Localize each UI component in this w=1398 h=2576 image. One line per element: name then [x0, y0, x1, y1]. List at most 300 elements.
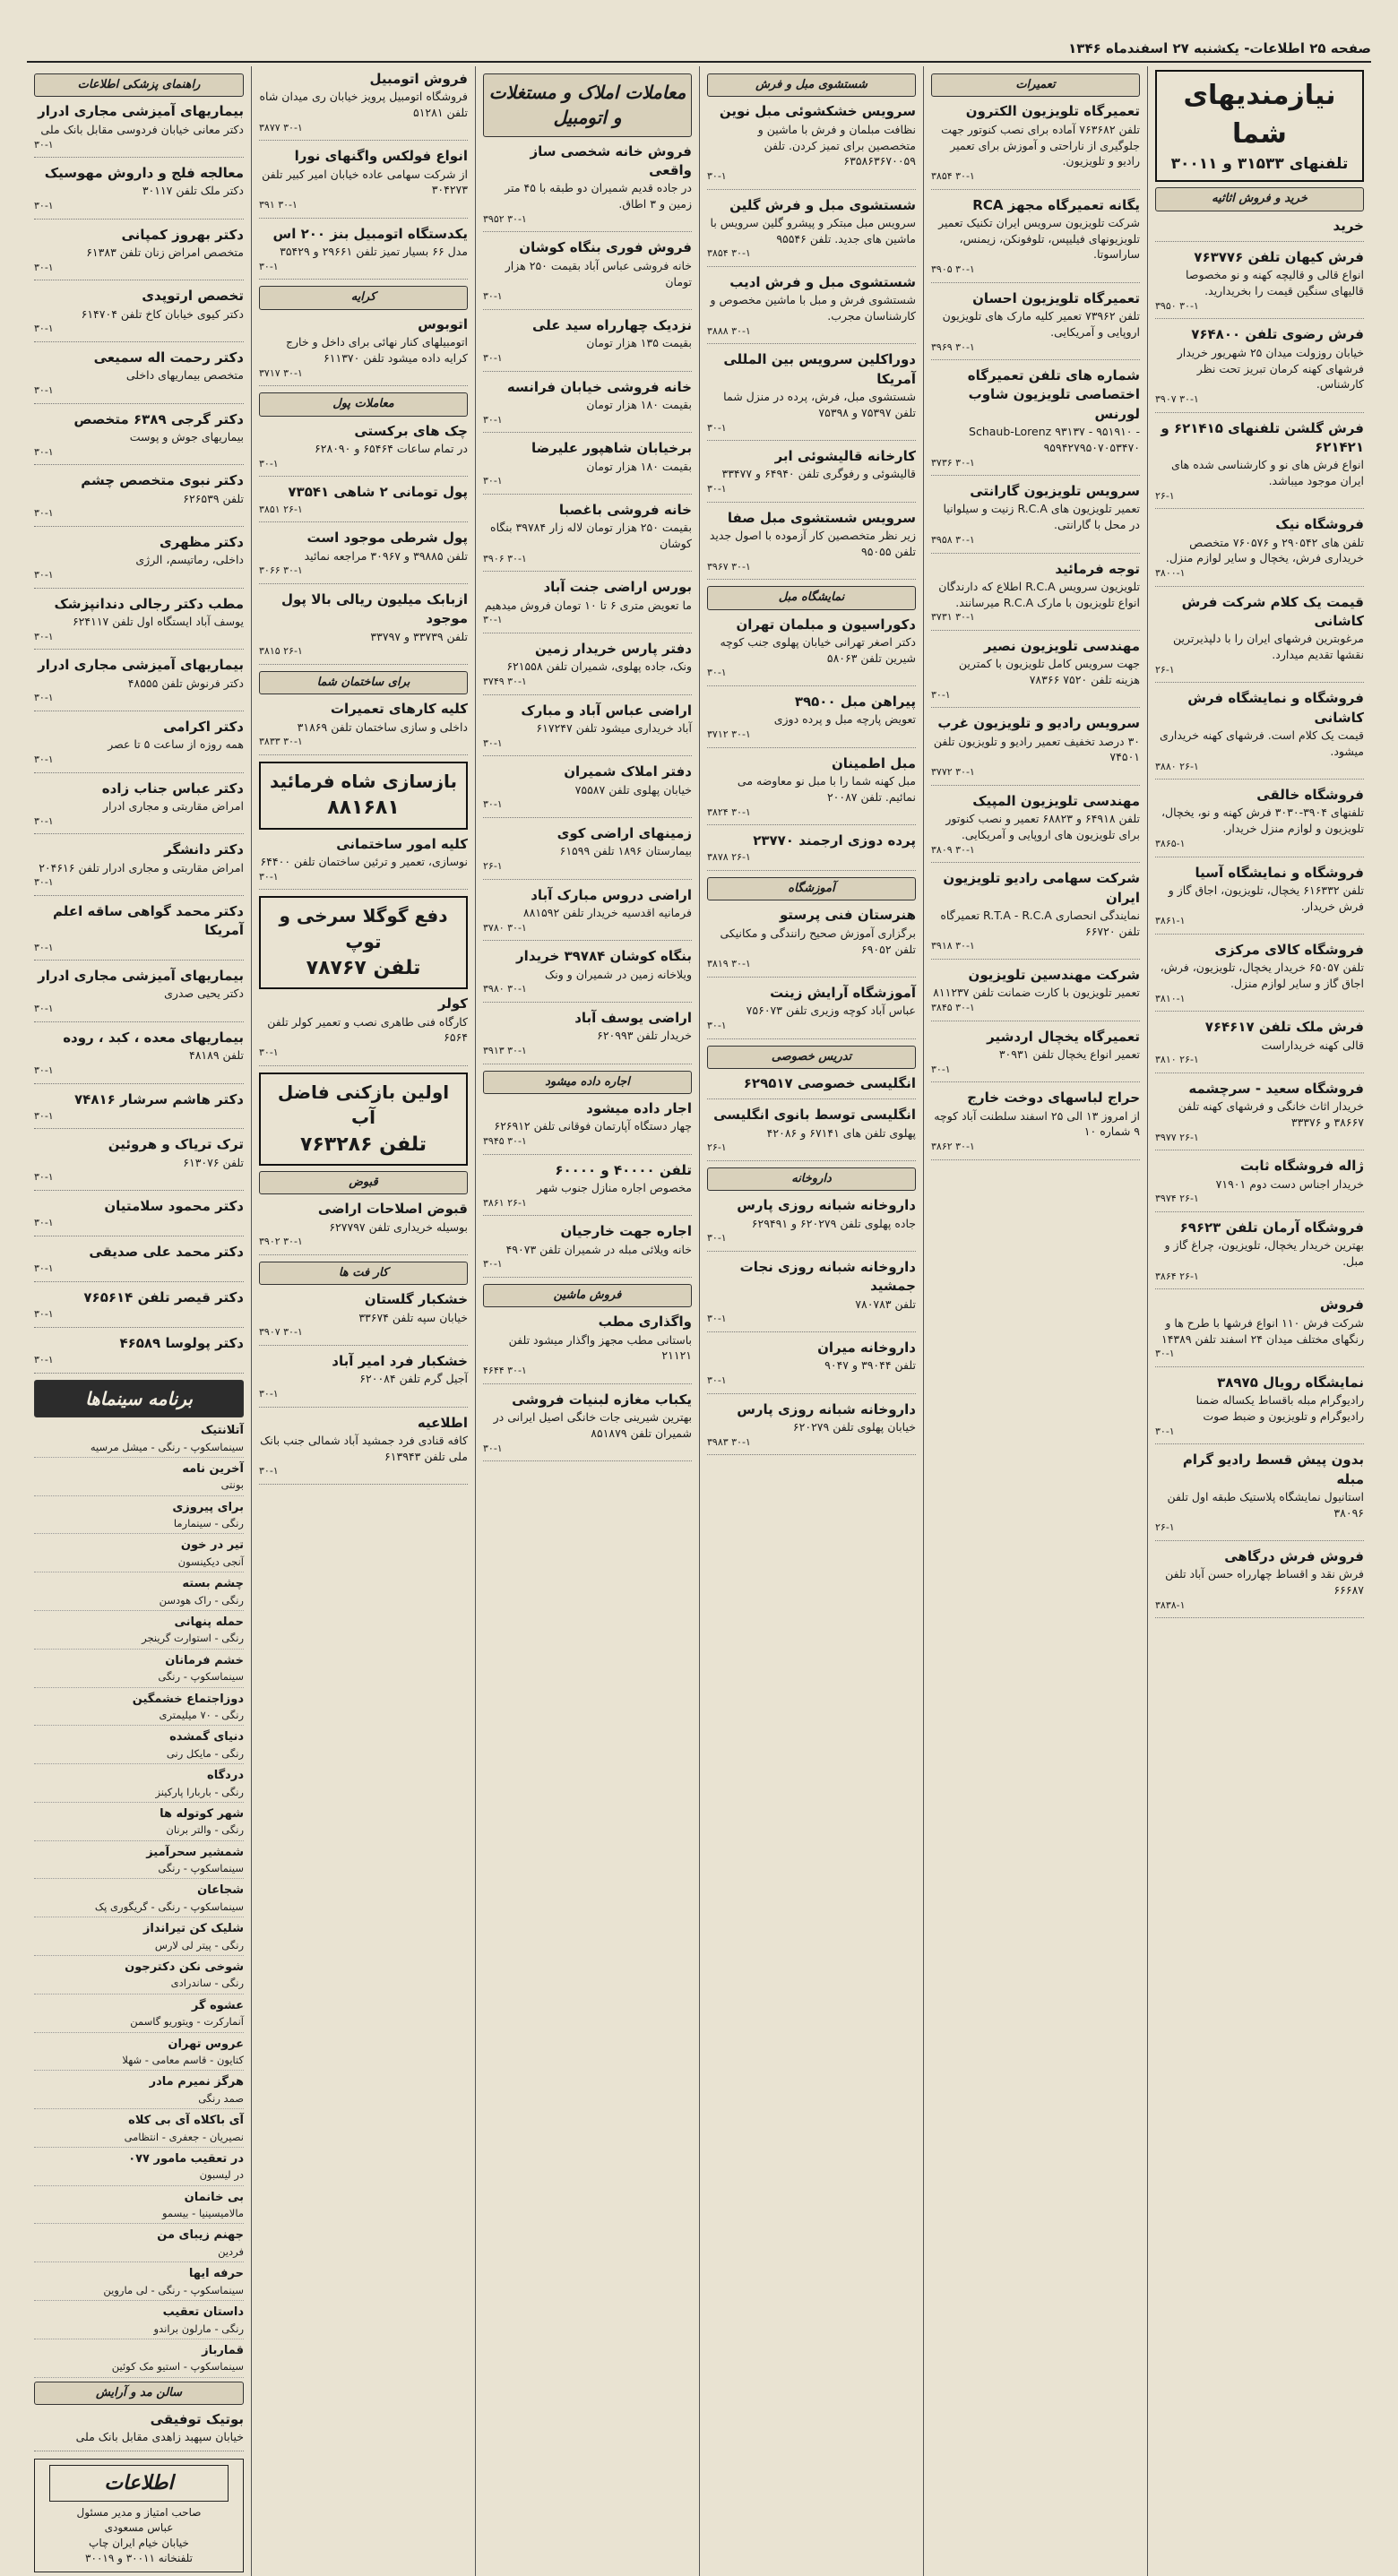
ad-body: عباس آباد کوچه وزیری تلفن ۷۵۶۰۷۳: [746, 1004, 916, 1018]
ad-code: ۳۰-۱ ۳۸۱۹: [707, 958, 751, 970]
classified-ad: [34, 1090, 244, 1130]
ad-body: شستشوی مبل، فرش، پرده در منزل شما تلفن ۷۵۳۹۷ و ۷۵۳۹۸: [723, 390, 916, 419]
cinema-title: شهر کوتوله ها: [160, 1806, 244, 1821]
ad-code: ۳۰-۱ ۳۹۶۹: [931, 340, 975, 353]
ad-heading: بیماریهای آمیزشی مجاری ادرار: [38, 657, 244, 674]
ad-code: ۳۰-۱ ۳۹۱: [259, 199, 298, 211]
ad-heading: دکتر دانشگر: [164, 841, 244, 858]
section-banner: معاملات پول: [259, 392, 468, 416]
ad-heading: شماره های تلفن تعمیرگاه اختصاصی تلویزیون شاوب لورنس: [967, 367, 1140, 422]
ad-heading: اراضی دروس مبارک آباد: [531, 886, 692, 903]
ad-code: ۲۶-۱ ۳۹۷۴: [1155, 1193, 1199, 1205]
ad-body: خیابان سپه تلفن ۳۳۶۷۴: [358, 1310, 468, 1324]
ad-code: ۳۰-۱: [34, 692, 54, 704]
ad-heading: دکتر پولوسا ۴۶۵۸۹: [119, 1334, 244, 1351]
cinema-listing: [34, 1423, 244, 1458]
classified-ad: [34, 2410, 244, 2451]
cinema-title: در تعقیب مامور ۰۷۷: [128, 2151, 244, 2166]
classified-ad: [259, 483, 468, 522]
cinema-banner: برنامه سینماها: [34, 1380, 244, 1417]
cinema-listing: [34, 2037, 244, 2072]
ad-heading: انگلیسی توسط بانوی انگلیسی: [713, 1107, 916, 1124]
ad-heading: معالجه فلج و داروش مهوسیک: [44, 165, 244, 182]
classified-ad: [259, 315, 468, 386]
ad-heading: فروش فوری بنگاه کوشان: [519, 239, 692, 256]
cinema-listing: [34, 1845, 244, 1880]
masthead-phones: تلفنهای ۳۱۵۳۳ و ۳۰۰۱۱: [1170, 155, 1349, 174]
ad-code: ۳۰-۱: [707, 1374, 727, 1387]
classified-ad: [34, 840, 244, 896]
classified-ad: [1155, 217, 1364, 242]
promo-heading: دفع گوگلا سرخی و توپ: [279, 905, 448, 952]
ad-heading: بیماریهای آمیزشی مجاری ادرار: [38, 968, 244, 985]
cinema-details: بونتی: [220, 1478, 244, 1492]
ad-code: ۳۰-۱ ۳۸۵۴: [931, 170, 975, 182]
ad-body: تلفن ۳۹۸۸۵ و ۳۰۹۶۷ مراجعه نمائید: [304, 548, 468, 563]
ad-heading: فروشگاه و نمایشگاه آسیا: [1195, 864, 1364, 881]
ad-body: تلفن ۶۱۳۰۷۶: [183, 1155, 244, 1169]
ad-heading: خانه فروشی باغصبا: [558, 501, 692, 518]
classified-ad: [931, 560, 1140, 631]
ad-code: ۳۰-۱: [1155, 1425, 1175, 1437]
ad-heading: دفتر املاک شمیران: [564, 763, 692, 780]
cinema-details: رنگی - سینمارما: [173, 1517, 244, 1530]
cinema-title: آتلانتیک: [200, 1424, 244, 1438]
ad-body: شرکت تلویزیون سرویس ایران تکنیک تعمیر تلویزیونهای فیلیپس، تلوفونکن، زیمنس، ساراسوتا.: [938, 215, 1140, 262]
ad-code: ۳۰-۱ ۳۸۰۹: [931, 843, 975, 856]
ad-heading: نزدیک چهارراه سید علی: [531, 316, 692, 333]
ad-code: ۳۰-۱ ۳۸۵۴: [707, 247, 751, 260]
classified-ad: [931, 966, 1140, 1021]
column-classifieds-title: [1147, 66, 1371, 2576]
ad-heading: خرید: [1333, 217, 1364, 234]
cinema-details: رنگی - باربارا پارکینز: [155, 1785, 244, 1798]
ad-code: ۳۰-۱: [34, 200, 54, 212]
cinema-details: فردین: [218, 2244, 244, 2258]
ad-heading: داروخانه شبانه روزی پارس: [737, 1197, 916, 1214]
classified-ad: [1155, 864, 1364, 935]
cinema-title: جهنم زیبای من: [157, 2228, 244, 2243]
ad-heading: دکوراسیون و مبلمان تهران: [736, 616, 916, 633]
classified-ad: [931, 366, 1140, 476]
ad-body: یوسف آباد ایستگاه اول تلفن ۶۲۴۱۱۷: [72, 615, 244, 628]
ad-code: ۳۰-۱ ۳۸۷۷: [259, 121, 303, 134]
ad-code: ۳۰-۱: [34, 445, 54, 458]
ad-body: فرش نقد و اقساط چهارراه حسن آباد تلفن ۶۶۶۸۷: [1165, 1567, 1364, 1598]
ad-heading: دکتر محمد گواهی ساقه اعلم آمریکا: [52, 902, 244, 939]
cinema-listing: [34, 1921, 244, 1956]
classified-ad: [483, 762, 692, 818]
ad-heading: اطلاعیه: [417, 1414, 468, 1431]
cinema-listing: [34, 1653, 244, 1688]
cinema-details: در لیسبون: [199, 2168, 244, 2182]
ad-code: ۳۰-۱ ۳۹۱۳: [483, 1044, 527, 1056]
column-repairs: [923, 66, 1147, 2576]
cinema-title: حرفه ایها: [188, 2267, 244, 2281]
cinema-title: حمله پنهانی: [174, 1615, 244, 1629]
ad-code: ۳۰-۱ ۳۹۰۶: [483, 552, 527, 564]
classified-ad: [259, 1200, 468, 1255]
ad-code: ۳۸۶۱-۱: [1155, 915, 1186, 927]
ad-heading: دکتر هاشم سرشار ۷۴۸۱۶: [74, 1090, 244, 1107]
cinema-details: نصیریان - جعفری - انتظامی: [124, 2130, 244, 2143]
ad-heading: بوتیک توفیقی: [150, 2411, 244, 2428]
cinema-title: آی باکلاه آی بی کلاه: [128, 2114, 244, 2128]
ad-heading: سرویس تلویزیون گارانتی: [970, 483, 1140, 500]
cinema-details: کتایون - قاسم معامی - شهلا: [122, 2054, 244, 2067]
cinema-title: داستان تعقیب: [162, 2305, 244, 2320]
ad-heading: شستشوی مبل و فرش گلین: [729, 196, 916, 213]
ad-body: امراض مقاربتی و مجاری ادرار تلفن ۲۰۴۶۱۶: [39, 860, 244, 874]
ad-body: استانیول نمایشگاه پلاستیک طبقه اول تلفن ۳۸۰۹۶: [1167, 1489, 1364, 1520]
ad-heading: پول تومانی ۲ شاهی ۷۳۵۴۱: [288, 484, 468, 501]
classified-ad: [1155, 1451, 1364, 1541]
ad-code: ۳۰-۱: [34, 1354, 54, 1366]
ad-heading: آموزشگاه آرایش زینت: [770, 984, 916, 1001]
ad-body: داخلی و سازی ساختمان تلفن ۳۱۸۶۹: [297, 719, 468, 734]
classified-ad: [259, 1414, 468, 1485]
ad-code: ۳۰-۱ ۳۷۳۶: [931, 456, 975, 469]
ad-code: ۳۰-۱: [931, 688, 951, 701]
column-furniture: [699, 66, 923, 2576]
cinema-listing: [34, 1615, 244, 1650]
ad-code: ۳۸۱۰-۱: [1155, 992, 1186, 1004]
ad-body: بقیمت ۱۳۵ هزار تومان: [586, 336, 692, 350]
ad-body: دکتر ملک تلفن ۳۰۱۱۷: [142, 184, 244, 198]
classified-ad: [483, 824, 692, 880]
classified-ad: [34, 410, 244, 466]
ad-code: ۳۰-۱: [34, 1064, 54, 1076]
classified-ad: [34, 102, 244, 158]
ad-body: امراض مقاربتی و مجاری ادرار: [102, 798, 244, 813]
ad-body: خیابان روزولت میدان ۲۵ شهریور خریدار فرشهای کهنه کرمان تبریز تحت نظر کارشناس.: [1177, 345, 1364, 392]
ad-code: ۳۰-۱: [259, 1465, 279, 1478]
cinema-details: سینماسکوپ - استیو مک کوئین: [111, 2360, 244, 2374]
ad-heading: قبوض اصلاحات اراضی: [317, 1201, 468, 1218]
ad-body: نوسازی، تعمیر و ترئین ساختمان تلفن ۶۴۴۰۰: [260, 854, 468, 868]
classified-ad: [483, 1222, 692, 1278]
ad-code: ۳۸۳۸-۱: [1155, 1598, 1186, 1611]
cinema-title: عروس تهران: [168, 2037, 244, 2051]
ad-code: ۳۰-۱: [707, 483, 727, 495]
ad-heading: بیماریهای آمیزشی مجاری ادرار: [38, 103, 244, 120]
ad-heading: فرش گلشن تلفنهای ۶۲۱۴۱۵ و ۶۲۱۴۲۱: [1161, 419, 1364, 455]
ad-code: ۳۰-۱: [707, 421, 727, 434]
classified-ad: [1155, 1219, 1364, 1289]
ad-heading: انگلیسی خصوصی ۶۲۹۵۱۷: [743, 1074, 916, 1091]
ad-heading: فروشگاه آرمان تلفن ۶۹۶۲۳: [1179, 1219, 1364, 1236]
ad-code: ۲۶-۱ ۳۹۷۷: [1155, 1131, 1199, 1143]
ad-body: مدل ۶۶ بسیار تمیز تلفن ۲۹۶۶۱ و ۳۵۴۲۹: [280, 245, 468, 259]
ad-body: دکتر معانی خیابان فردوسی مقابل بانک ملی: [40, 122, 244, 136]
ad-code: ۳۰-۱: [34, 138, 54, 151]
ad-heading: تخصص ارتوپدی: [142, 288, 244, 305]
ad-heading: داروخانه شبانه روزی نجات جمشید: [739, 1259, 916, 1295]
classified-ad: [34, 287, 244, 342]
cinema-listing: [34, 2151, 244, 2186]
ad-body: مخصوص اجاره منازل جنوب شهر: [537, 1180, 692, 1194]
ad-body: تعویض پارچه مبل و پرده دوزی: [773, 712, 916, 727]
promo-phone: ۸۸۱۶۸۱: [327, 797, 400, 820]
cinema-listing: [34, 1882, 244, 1917]
cinema-title: شلیک کن تیرانداز: [142, 1922, 244, 1936]
ad-heading: خانه فروشی خیابان فرانسه: [506, 378, 692, 395]
cinema-listing: [34, 1806, 244, 1841]
cinema-listing: [34, 2343, 244, 2378]
ad-code: ۳۰-۱: [259, 457, 279, 470]
ad-heading: سرویس رادیو و تلویزیون غرب: [937, 715, 1140, 732]
classified-ad: [1155, 419, 1364, 510]
ad-body: متخصص امراض زنان تلفن ۶۱۳۸۳: [86, 246, 244, 260]
ad-heading: دکتر قیصر تلفن ۷۶۵۶۱۴: [83, 1288, 244, 1305]
ad-heading: تلفن ۴۰۰۰۰ و ۶۰۰۰۰: [555, 1161, 692, 1178]
ad-code: ۳۰-۱ ۳۷۷۲: [931, 766, 975, 779]
ad-code: ۳۰-۱: [483, 798, 503, 811]
cinema-listing: [34, 1768, 244, 1803]
ad-body: خیابان سپهبد زاهدی مقابل بانک ملی: [75, 2430, 244, 2444]
ad-heading: کلیه کارهای تعمیرات: [330, 701, 468, 718]
ad-code: ۳۰-۱ ۳۹۵۰: [1155, 299, 1199, 312]
ad-code: ۳۰-۱ ۳۹۰۷: [259, 1326, 303, 1339]
ad-code: ۳۰-۱: [483, 413, 503, 426]
classified-ad: [483, 378, 692, 434]
header-date: صفحه ۲۵ اطلاعات- یکشنبه ۲۷ اسفندماه ۱۳۴۶: [1068, 40, 1371, 56]
cinema-details: سینماسکوپ - رنگی - گریگوری پک: [94, 1900, 244, 1913]
ad-heading: سرویس خشکشوئی مبل نوین: [719, 103, 916, 120]
classified-ad: [707, 1400, 916, 1456]
ad-heading: دوراکلین سرویس بین المللی آمریکا: [723, 351, 916, 387]
imprint-line: صاحب امتیاز و مدیر مسئول: [76, 2506, 202, 2520]
ad-body: رادیوگرام مبله باقساط یکساله ضمنا رادیوگرام و تلویزیون و ضبط صوت: [1195, 1393, 1364, 1423]
classified-ad: [707, 831, 916, 871]
ad-heading: زمینهای اراضی کوی: [557, 824, 692, 841]
ad-body: تلفن ۷۳۹۶۲ تعمیر کلیه مارک های تلویزیون اروپایی و آمریکایی.: [942, 309, 1140, 339]
ad-code: ۳۸۶۵-۱: [1155, 837, 1186, 849]
ad-body: بهترین شیرینی جات خانگی اصیل ایرانی در شمیران تلفن ۸۵۱۸۷۹: [493, 1410, 692, 1440]
ad-code: ۲۶-۱ ۳۸۶۴: [1155, 1270, 1199, 1282]
ad-body: جهت سرویس کامل تلویزیون با کمترین هزینه تلفن ۷۵۲۰ ۷۸۳۶۶: [958, 657, 1140, 687]
ad-body: ویلاخانه زمین در شمیران و ونک: [545, 967, 692, 981]
ad-body: تلفن ۶۵۰۵۷ خریدار یخچال، تلویزیون، فرش، اجاق گاز و سایر لوازم منزل.: [1160, 961, 1364, 990]
ad-code: ۳۰-۱: [931, 1063, 951, 1075]
ad-body: خیابان پهلوی تلفن ۷۵۵۸۷: [574, 782, 692, 797]
ad-heading: دکتر رحمت اله سمیعی: [93, 349, 244, 366]
ad-heading: پیراهن مبل ۳۹۵۰۰: [794, 694, 916, 711]
ad-heading: دکتر نبوی متخصص چشم: [81, 472, 244, 489]
ad-body: قالیشوئی و رفوگری تلفن ۶۴۹۴۰ و ۳۳۴۷۷: [721, 467, 916, 481]
ad-heading: یکدستگاه اتومبیل بنز ۲۰۰ اس: [272, 225, 468, 242]
ad-heading: فروشگاه سعید - سرچشمه: [1188, 1081, 1364, 1098]
ad-heading: دکتر گرجی ۶۳۸۹ متخصص: [73, 410, 244, 427]
classified-ad: [483, 702, 692, 757]
ad-code: ۲۶-۱ ۳۸۶۱: [483, 1196, 527, 1209]
ad-heading: دکتر اکرامی: [163, 719, 244, 736]
ad-body: بیماریهای جوش و پوست: [129, 430, 244, 444]
ad-heading: سرویس شستشوی مبل صفا: [727, 509, 916, 526]
ad-code: ۳۰-۱: [34, 630, 54, 642]
ad-code: ۳۰-۱: [707, 1313, 727, 1325]
ad-body: آباد خریداری میشود تلفن ۶۱۷۲۴۷: [536, 720, 692, 735]
cinema-title: دنیای گمشده: [169, 1730, 244, 1745]
classified-ad: [34, 718, 244, 773]
cinema-details: رنگی - ۷۰ میلیمتری: [159, 1709, 244, 1721]
ad-heading: دفتر پارس خریدار زمین: [535, 640, 692, 657]
ad-body: چهار دستگاه آپارتمان فوقانی تلفن ۶۲۶۹۱۲: [494, 1119, 692, 1133]
classified-ad: [931, 792, 1140, 863]
ad-code: ۳۰-۱: [34, 1308, 54, 1321]
ad-code: ۳۰-۱: [34, 507, 54, 520]
ad-body: شرکت فرش ۱۱۰ انواع فرشها با طرح ها و رنگهای مختلف میدان ۲۴ اسفند تلفن ۱۴۳۸۹: [1161, 1315, 1364, 1346]
ad-heading: اجار داده میشود: [586, 1099, 692, 1116]
cinema-details: سینماسکوپ - رنگی: [158, 1862, 244, 1875]
ad-heading: کولر: [437, 995, 468, 1012]
ad-code: ۳۰-۱: [707, 1232, 727, 1245]
ad-code: ۳۰-۱: [259, 1388, 279, 1400]
classified-ad: [259, 995, 468, 1065]
classified-ad: [707, 984, 916, 1039]
ad-code: ۳۰-۱ ۳۹۵۲: [483, 212, 527, 225]
classified-ad: [1155, 248, 1364, 319]
classifieds-masthead: [1155, 70, 1364, 182]
cinema-details: آنمارکرت - ویتوریو گاسمن: [130, 2015, 244, 2029]
ad-body: Schaub-Lorenz ۹۳۱۳۷ - ۹۵۱۹۱۰ - ۹۵۹۴۲۷۹۵۰۷۰۵۳۴۷۰: [969, 425, 1140, 454]
ad-code: ۳۰-۱ ۳۷۳۱: [931, 611, 975, 624]
promo-box: [259, 762, 468, 830]
classified-ad: [707, 1074, 916, 1099]
cinema-title: خشم فرمانان: [165, 1653, 244, 1667]
ad-body: بقیمت ۱۸۰ هزار تومان: [586, 459, 692, 473]
cinema-listing: [34, 2074, 244, 2109]
ad-code: ۳۰-۱: [34, 261, 54, 273]
ad-body: بوسیله خریداری تلفن ۶۲۷۷۹۷: [329, 1219, 468, 1234]
ad-code: ۳۰-۱ ۳۹۶۷: [707, 560, 751, 573]
ad-code: ۳۰-۱: [483, 351, 503, 364]
ad-code: ۳۰-۱: [34, 323, 54, 335]
ad-code: ۳۰-۱ ۳۷۸۰: [483, 921, 527, 934]
ad-code: ۳۰-۱: [483, 737, 503, 749]
promo-heading: اولین بازکنی فاضل آب: [277, 1081, 450, 1129]
classified-ad: [707, 906, 916, 977]
cinema-listing: [34, 1960, 244, 1994]
ad-heading: قیمت یک کلام شرکت فرش کاشانی: [1181, 593, 1364, 630]
cinema-details: رنگی - استوارت گرینجر: [142, 1632, 244, 1645]
cinema-details: رنگی - پیتر لی لارس: [154, 1938, 244, 1951]
cinema-listing: [34, 2305, 244, 2339]
ad-heading: بورس اراضی جنت آباد: [543, 579, 692, 596]
ad-code: ۳۰-۱: [707, 667, 727, 679]
classified-ad: [483, 947, 692, 1003]
ad-body: دکتر فرنوش تلفن ۴۸۵۵۵: [127, 676, 244, 690]
ad-body: شستشوی فرش و مبل با ماشین مخصوص و کارشناسان مجرب.: [710, 293, 916, 323]
ad-code: ۳۰-۱ ۳۹۱۸: [931, 940, 975, 952]
ad-body: در جاده قدیم شمیران دو طبقه با ۴۵ متر زمین و ۳ اطاق.: [505, 181, 692, 211]
ad-heading: برخیابان شاهپور علیرضا: [531, 440, 692, 457]
classified-ad: [34, 533, 244, 589]
ad-heading: فرش کیهان تلفن ۷۶۳۷۷۶: [1194, 249, 1364, 266]
ad-body: دکتر اصغر تهرانی خیابان پهلوی جنب کوچه شیرین تلفن ۵۸۰۶۳: [720, 634, 916, 665]
ad-body: تلفن ۳۹۰۴۴ و ۹۰۴۷: [824, 1358, 916, 1373]
ad-body: خانه ویلائی مبله در شمیران تلفن ۴۹۰۷۳: [505, 1242, 692, 1256]
ad-heading: داروخانه شبانه روزی پارس: [737, 1400, 916, 1417]
ad-code: ۳۰-۱ ۳۸۴۵: [931, 1001, 975, 1013]
classified-ad: [1155, 1374, 1364, 1444]
ad-code: ۳۰-۱ ۳۸۳۳: [259, 736, 303, 748]
cinema-listing: [34, 2266, 244, 2301]
ad-body: انواع قالی و قالیچه کهنه و نو مخصوصا قالیهای سنگین قیمت را بخریدارید.: [1186, 268, 1364, 298]
ad-code: ۳۰-۱: [34, 1109, 54, 1122]
classified-ad: [259, 529, 468, 584]
classified-ad: [483, 501, 692, 572]
ad-code: ۲۶-۱ ۳۸۵۱: [259, 503, 303, 515]
classified-ad: [34, 1288, 244, 1328]
classified-ad: [707, 1258, 916, 1332]
cinema-title: شمشیر سحرآمیز: [146, 1845, 244, 1859]
ad-heading: کلیه امور ساختمانی: [336, 835, 468, 852]
cinema-listing: [34, 1461, 244, 1496]
cinema-listing: [34, 1538, 244, 1572]
ad-code: ۲۶-۱ ۳۸۱۵: [259, 645, 303, 658]
cinema-title: تیر در خون: [180, 1538, 244, 1553]
ad-body: انواع فرش های نو و کارشناسی شده های ایران موجود میباشد.: [1171, 458, 1364, 487]
ad-code: ۳۰-۱: [34, 1171, 54, 1184]
cinema-listing: [34, 2190, 244, 2225]
ad-body: بقیمت ۱۸۰ هزار تومان: [586, 397, 692, 411]
imprint-box: [34, 2459, 244, 2572]
cinema-listing: [34, 1729, 244, 1764]
classified-ad: [931, 1089, 1140, 1159]
cinema-listing: [34, 1500, 244, 1535]
classified-ad: [259, 700, 468, 755]
classified-ad: [931, 482, 1140, 553]
ad-heading: خشکبار گلستان: [364, 1291, 468, 1308]
cinema-title: دردگاه: [207, 1769, 244, 1783]
column-real-estate: [475, 66, 699, 2576]
ad-code: ۳۰-۱ ۳۹۰۲: [259, 1236, 303, 1248]
ad-heading: اتوبوس: [418, 315, 468, 332]
classified-ad: [707, 616, 916, 686]
ad-code: ۲۶-۱: [1155, 489, 1175, 502]
classified-ad: [34, 471, 244, 527]
ad-code: ۳۰-۱: [483, 1258, 503, 1271]
ad-code: ۳۰-۱ ۳۹۸۳: [707, 1435, 751, 1448]
classified-ad: [931, 869, 1140, 960]
ad-body: متخصص بیماریهای داخلی: [125, 368, 244, 383]
ad-code: ۳۰-۱: [483, 475, 503, 487]
classified-ad: [483, 1161, 692, 1217]
ad-heading: تعمیرگاه تلویزیون احسان: [972, 289, 1140, 306]
ad-heading: خشکبار فرد امیر آباد: [332, 1353, 468, 1369]
classified-ad: [1155, 1018, 1364, 1073]
section-banner: اجاره داده میشود: [483, 1071, 692, 1094]
ad-heading: یگانه تعمیرگاه مجهز RCA: [972, 196, 1140, 213]
ad-heading: یکباب مغازه لبنیات فروشی: [512, 1391, 692, 1408]
ad-heading: مهندسی تلویزیون نصیر: [983, 637, 1140, 654]
classified-ad: [931, 714, 1140, 785]
ad-body: نظافت مبلمان و فرش با ماشین و متخصصین برای تمیز کردن. تلفن ۶۳۵۸۶۳۶۷۰۰۵۹: [757, 122, 916, 168]
ad-code: ۳۰-۱: [259, 260, 279, 272]
ad-body: ۳۰ درصد تخفیف تعمیر رادیو و تلویزیون تلفن ۷۴۵۰۱: [933, 734, 1140, 764]
ad-body: از شرکت سهامی عاده خیابان امیر کبیر تلفن ۳۰۴۲۷۳: [262, 167, 468, 197]
section-banner: کرایه: [259, 286, 468, 309]
ad-heading: هنرستان فنی پرستو: [780, 907, 916, 924]
ad-code: ۳۰-۱ ۳۸۶۲: [931, 1141, 975, 1153]
ad-body: بیمارستان ۱۸۹۶ تلفن ۶۱۵۹۹: [559, 844, 692, 858]
ad-code: ۳۰-۱ ۳۹۵۸: [931, 533, 975, 546]
ad-body: همه روزه از ساعت ۵ تا عصر: [108, 737, 244, 752]
classified-ad: [931, 196, 1140, 283]
column-cinemas: [27, 66, 251, 2576]
ad-body: تلفن ۷۸۰۷۸۳: [855, 1297, 916, 1311]
